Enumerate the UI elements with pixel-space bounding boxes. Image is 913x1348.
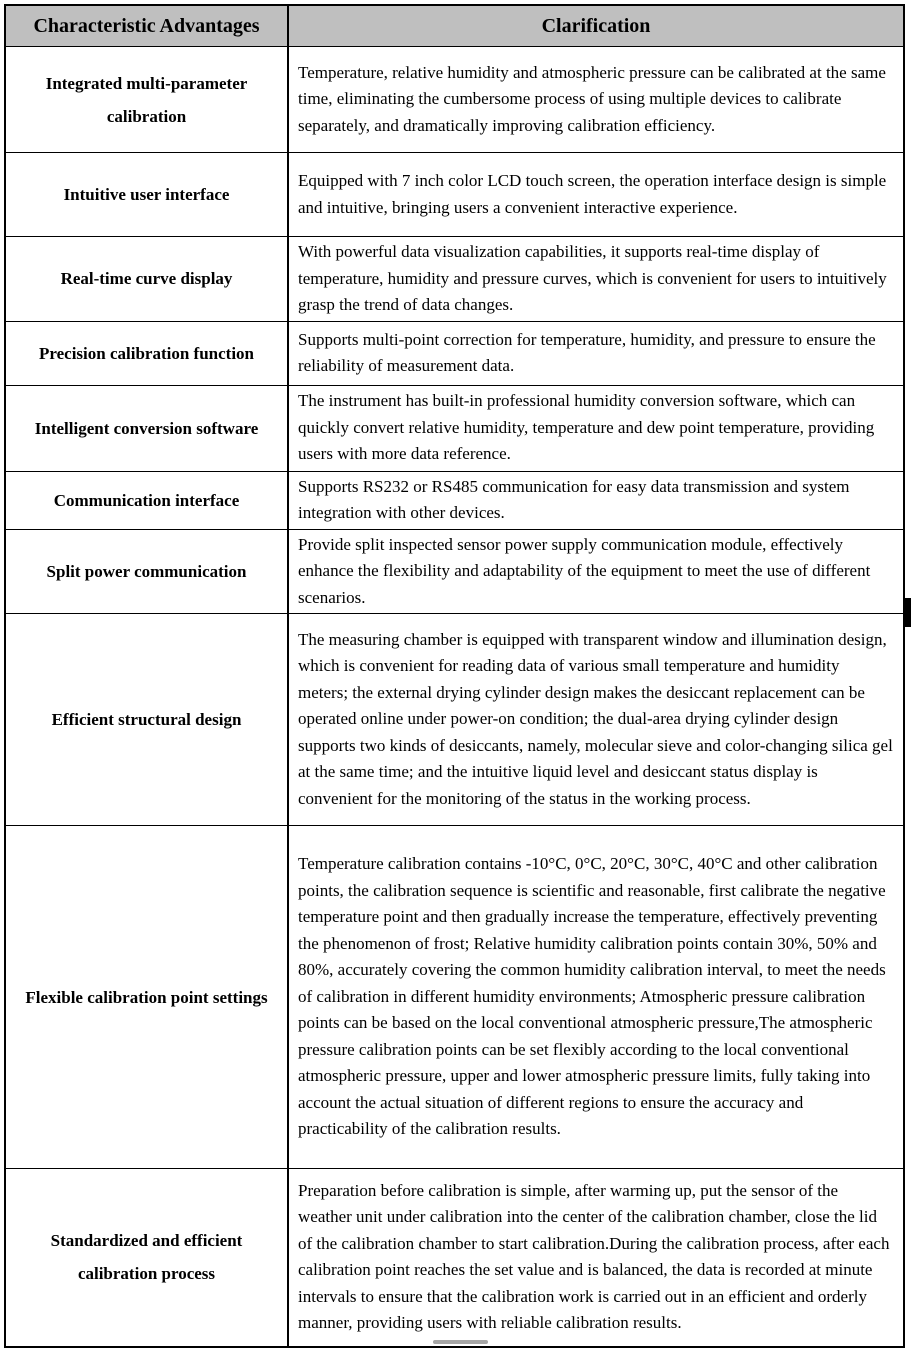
advantage-cell: Efficient structural design (5, 614, 288, 826)
advantage-cell: Precision calibration function (5, 321, 288, 385)
clarification-cell: Provide split inspected sensor power supply communication module, effectively enhance the flexibility and adaptability of the equipment to meet the use of different scenarios. (288, 529, 904, 614)
table-row (5, 826, 904, 1169)
header-clarification: Clarification (288, 5, 904, 47)
advantage-cell: Standardized and efficient calibration process (5, 1169, 288, 1347)
clarification-cell: The instrument has built-in professional humidity conversion software, which can quickly convert relative humidity, temperature and dew point temperature, providing users with more data reference. (288, 385, 904, 471)
clarification-cell: Preparation before calibration is simple, after warming up, put the sensor of the weather unit under calibration into the center of the calibration chamber, close the lid of the calibration chamber to start calibration.During the calibration process, after each calibration point reaches the set value and is balanced, the data is recorded at minute intervals to ensure that the calibration work is carried out in an efficient and orderly manner, providing users with reliable calibration results. (288, 1169, 904, 1347)
advantage-cell: Integrated multi-parameter calibration (5, 47, 288, 153)
table-row (5, 237, 904, 322)
header-row (5, 5, 904, 47)
advantage-cell: Intelligent conversion software (5, 385, 288, 471)
clarification-cell: Temperature, relative humidity and atmospheric pressure can be calibrated at the same time, eliminating the cumbersome process of using multiple devices to calibrate separately, and dramatically improving calibration efficiency. (288, 47, 904, 153)
header-characteristic-advantages: Characteristic Advantages (5, 5, 288, 47)
scrollbar-thumb[interactable] (433, 1340, 488, 1344)
advantage-cell: Intuitive user interface (5, 153, 288, 237)
advantage-cell: Split power communication (5, 529, 288, 614)
advantage-cell: Flexible calibration point settings (5, 826, 288, 1169)
advantages-table (4, 4, 905, 1348)
table-row (5, 529, 904, 614)
clarification-cell: Supports RS232 or RS485 communication for easy data transmission and system integration with other devices. (288, 471, 904, 529)
text-cursor-mark (905, 598, 911, 627)
advantage-cell: Real-time curve display (5, 237, 288, 322)
table-row (5, 321, 904, 385)
clarification-cell: The measuring chamber is equipped with transparent window and illumination design, which is convenient for reading data of various small temperature and humidity meters; the external drying cylinder design makes the desiccant replacement can be operated online under power-on condition; the dual-area drying cylinder design supports two kinds of desiccants, namely, molecular sieve and color-changing silica gel at the same time; and the intuitive liquid level and desiccant status display is convenient for the monitoring of the status in the working process. (288, 614, 904, 826)
table-row (5, 47, 904, 153)
table-row (5, 385, 904, 471)
clarification-cell: Temperature calibration contains -10°C, 0°C, 20°C, 30°C, 40°C and other calibration points, the calibration sequence is scientific and reasonable, first calibrate the negative temperature point and then gradually increase the temperature, effectively preventing the phenomenon of frost; Relative humidity calibration points contain 30%, 50% and 80%, accurately covering the common humidity calibration interval, to meet the needs of calibration in different humidity environments; Atmospheric pressure calibration points can be based on the local conventional atmospheric pressure,The atmospheric pressure calibration points can be set flexibly according to the local conventional atmospheric pressure, upper and lower atmospheric pressure limits, fully taking into account the actual situation of different regions to ensure the accuracy and practicability of the calibration results. (288, 826, 904, 1169)
table-row (5, 153, 904, 237)
advantage-cell: Communication interface (5, 471, 288, 529)
table-row (5, 471, 904, 529)
clarification-cell: Equipped with 7 inch color LCD touch screen, the operation interface design is simple and intuitive, bringing users a convenient interactive experience. (288, 153, 904, 237)
table-row (5, 614, 904, 826)
clarification-cell: Supports multi-point correction for temperature, humidity, and pressure to ensure the reliability of measurement data. (288, 321, 904, 385)
table-row (5, 1169, 904, 1347)
clarification-cell: With powerful data visualization capabilities, it supports real-time display of temperature, humidity and pressure curves, which is convenient for users to intuitively grasp the trend of data changes. (288, 237, 904, 322)
